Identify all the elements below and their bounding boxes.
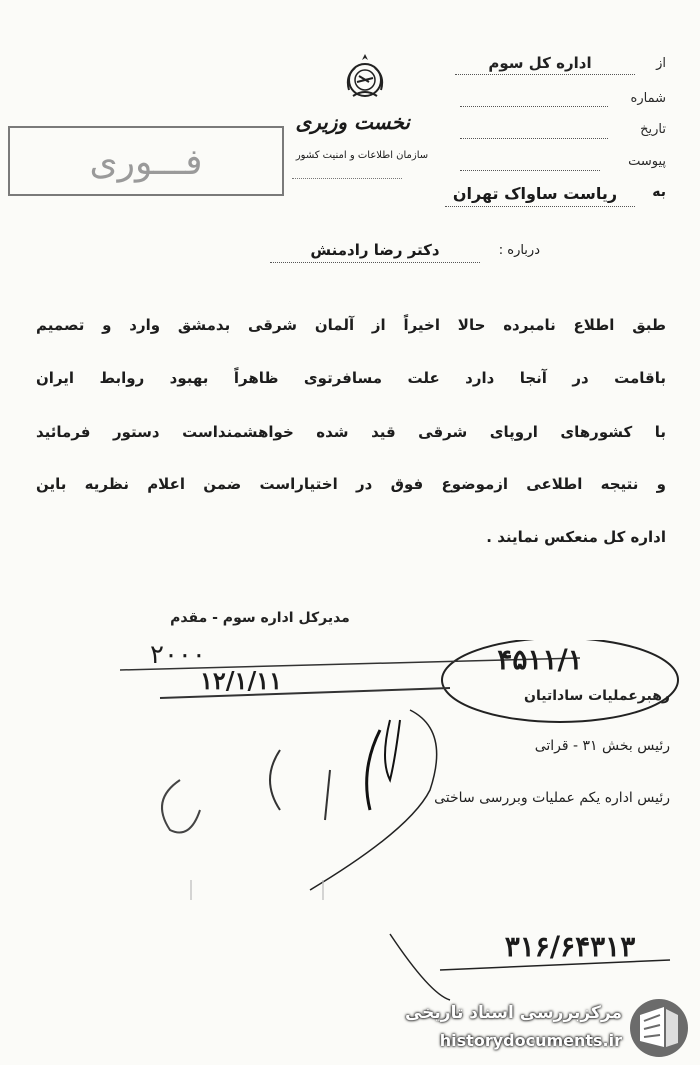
date-label: تاریخ [640, 122, 666, 137]
body-line-1: طبق اطلاع نامبرده حالا اخیراً از آلمان شرقی بدمشق وارد و تصمیم [36, 316, 666, 334]
attachment-line [460, 170, 600, 171]
urgent-stamp [8, 126, 284, 196]
from-line [455, 74, 635, 75]
file-number: ۳۱۶/۶۴۳۱۳ [504, 930, 636, 963]
lion-and-sun-emblem-icon [335, 50, 395, 110]
to-line [445, 206, 635, 207]
faint-stamp-marks [190, 880, 324, 900]
recipient-3: رئیس اداره یکم عملیات وبررسی ساختی [434, 790, 670, 806]
watermark-url: historydocuments.ir [439, 1031, 622, 1050]
subject-line [270, 262, 480, 263]
body-line-4: و نتیجه اطلاعی ازموضوع فوق در اختیاراست ضمن اعلام نظریه باین [36, 475, 666, 493]
handwritten-number: ۴۵۱۱/۱ [497, 643, 583, 676]
subject-value: دکتر رضا رادمنش [310, 241, 440, 259]
to-value: ریاست ساواک تهران [452, 184, 618, 203]
archive-logo-icon [628, 997, 690, 1059]
handwritten-date: ۱۲/۱/۱۱ [200, 666, 282, 695]
subject-label: درباره : [498, 243, 540, 258]
to-prefix: به [652, 184, 666, 200]
watermark-org: مرکزبررسی اسناد تاریخی [404, 1003, 622, 1023]
from-label: از [656, 56, 666, 71]
agency-subtitle: سازمان اطلاعات و امنیت کشور [295, 150, 429, 161]
urgent-label: فـــوری [89, 142, 203, 183]
number-label: شماره [630, 91, 666, 106]
number-line [460, 106, 608, 107]
attachment-label: پیوست [628, 154, 666, 169]
body-line-5: اداره کل منعکس نمایند . [486, 528, 666, 546]
body-line-3: با کشورهای اروپای شرقی قید شده خواهشمنداست دستور فرمائید [36, 423, 666, 441]
from-value: اداره کل سوم [488, 54, 592, 72]
recipient-2: رئیس بخش ۳۱ - قراتی [534, 738, 670, 754]
body-line-2: باقامت در آنجا دارد علت مسافرتوی ظاهراً بهبود روابط ایران [36, 369, 666, 387]
watermark [400, 995, 696, 1061]
handwritten-mark-left: ۲۰۰۰ [150, 640, 206, 670]
date-line [460, 138, 608, 139]
signature-title: مدیرکل اداره سوم - مقدم [170, 610, 350, 626]
agency-title: نخست وزیری [295, 110, 410, 134]
emblem-underline [292, 170, 402, 179]
recipient-1: رهبرعملیات ساداتیان [524, 688, 670, 704]
